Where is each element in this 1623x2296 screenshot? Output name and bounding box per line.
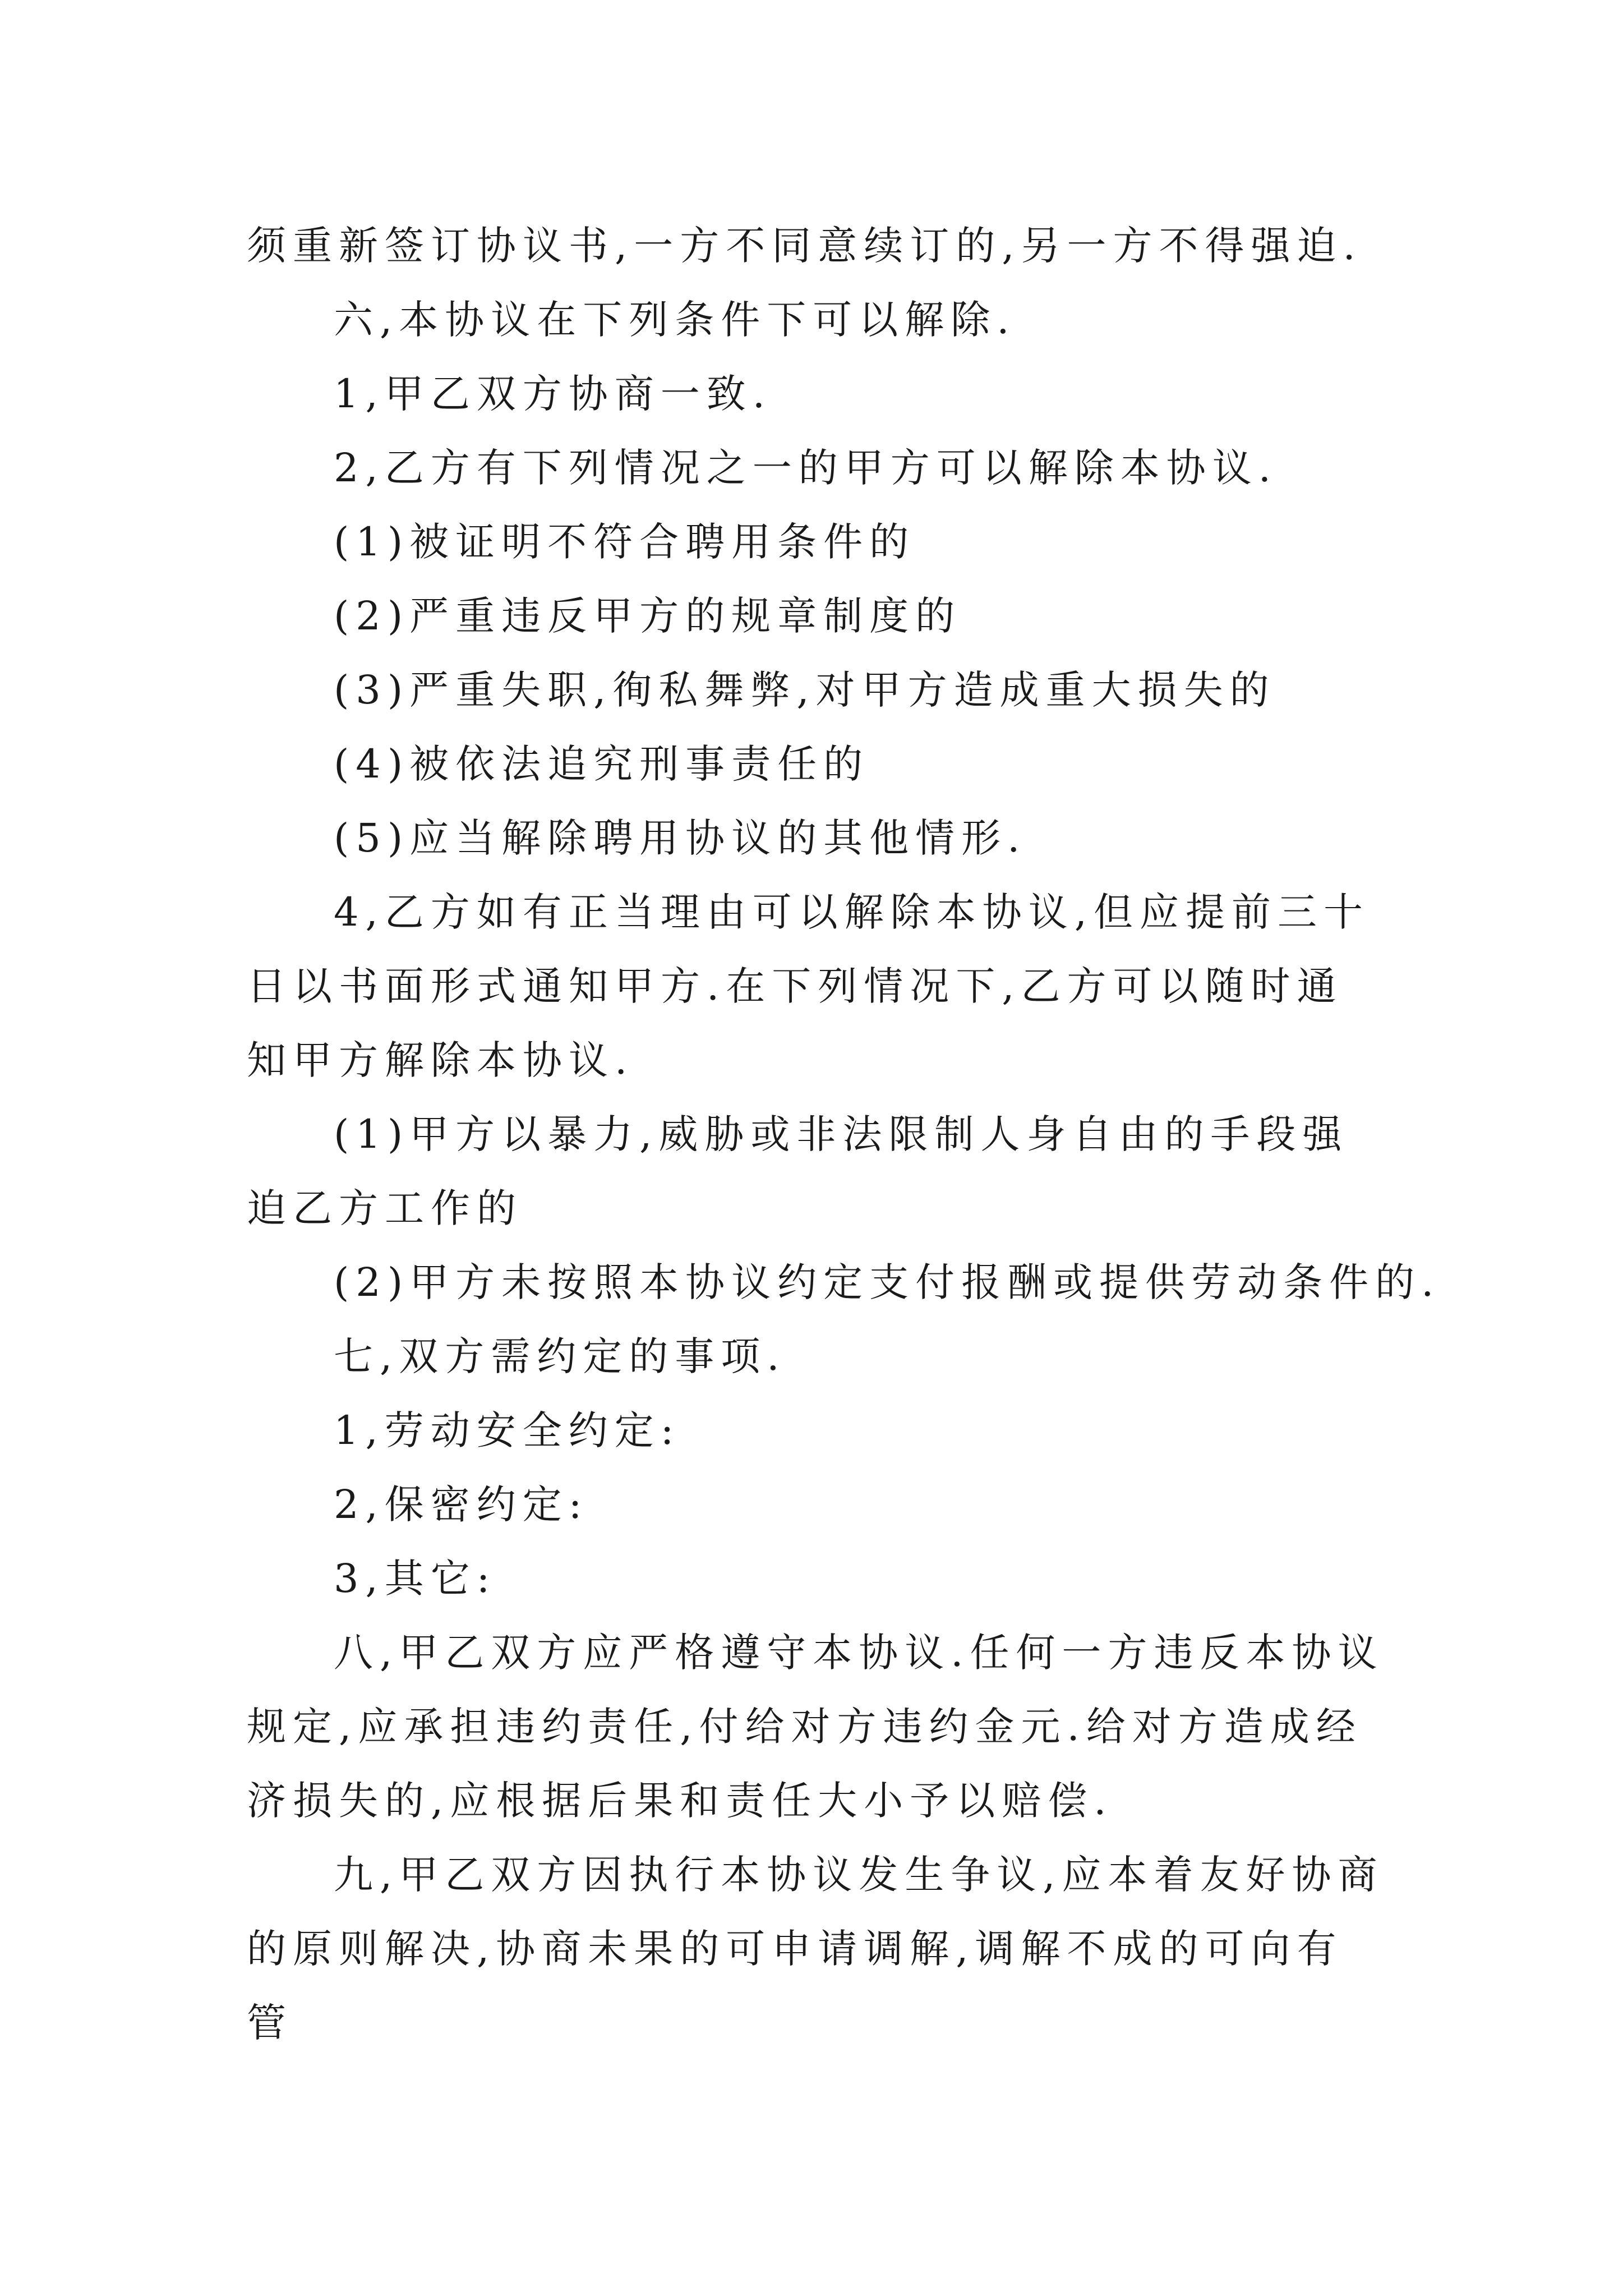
document-body	[247, 209, 1441, 2060]
paragraph-section-eight: 八,甲乙双方应严格遵守本协议.任何一方违反本协议规定,应承担违约责任,付给对方违约金元.给对方造成经济损失的,应根据后果和责任大小予以赔偿.	[247, 1630, 1384, 1824]
paragraph-subitem-3: (3)严重失职,徇私舞弊,对甲方造成重大损失的	[334, 667, 1276, 713]
paragraph-subitem-5: (5)应当解除聘用协议的其他情形.	[334, 815, 1027, 861]
paragraph-subitem-4: (4)被依法追究刑事责任的	[334, 741, 870, 787]
paragraph-subitem-b1: (1)甲方以暴力,威胁或非法限制人身自由的手段强迫乙方工作的	[247, 1111, 1349, 1231]
paragraph-item-1: 1,甲乙双方协商一致.	[334, 371, 772, 417]
paragraph-item-4: 4,乙方如有正当理由可以解除本协议,但应提前三十日以书面形式通知甲方.在下列情况下,乙方可以随时通知甲方解除本协议.	[247, 889, 1370, 1083]
paragraph-labor-safety: 1,劳动安全约定:	[334, 1407, 681, 1453]
paragraph-section-seven: 七,双方需约定的事项.	[334, 1333, 786, 1379]
paragraph-subitem-b2: (2)甲方未按照本协议约定支付报酬或提供劳动条件的.	[334, 1259, 1441, 1305]
paragraph-section-six: 六,本协议在下列条件下可以解除.	[334, 297, 1016, 343]
paragraph-other: 3,其它:	[334, 1556, 497, 1602]
paragraph-item-2: 2,乙方有下列情况之一的甲方可以解除本协议.	[334, 445, 1278, 491]
paragraph-continuation: 须重新签订协议书,一方不同意续订的,另一方不得强迫.	[247, 223, 1362, 269]
paragraph-confidentiality: 2,保密约定:	[334, 1481, 589, 1527]
paragraph-subitem-2: (2)严重违反甲方的规章制度的	[334, 593, 962, 639]
paragraph-section-nine: 九,甲乙双方因执行本协议发生争议,应本着友好协商的原则解决,协商未果的可申请调解,调解不成的可向有管	[247, 1852, 1384, 2046]
paragraph-subitem-1: (1)被证明不符合聘用条件的	[334, 519, 916, 565]
